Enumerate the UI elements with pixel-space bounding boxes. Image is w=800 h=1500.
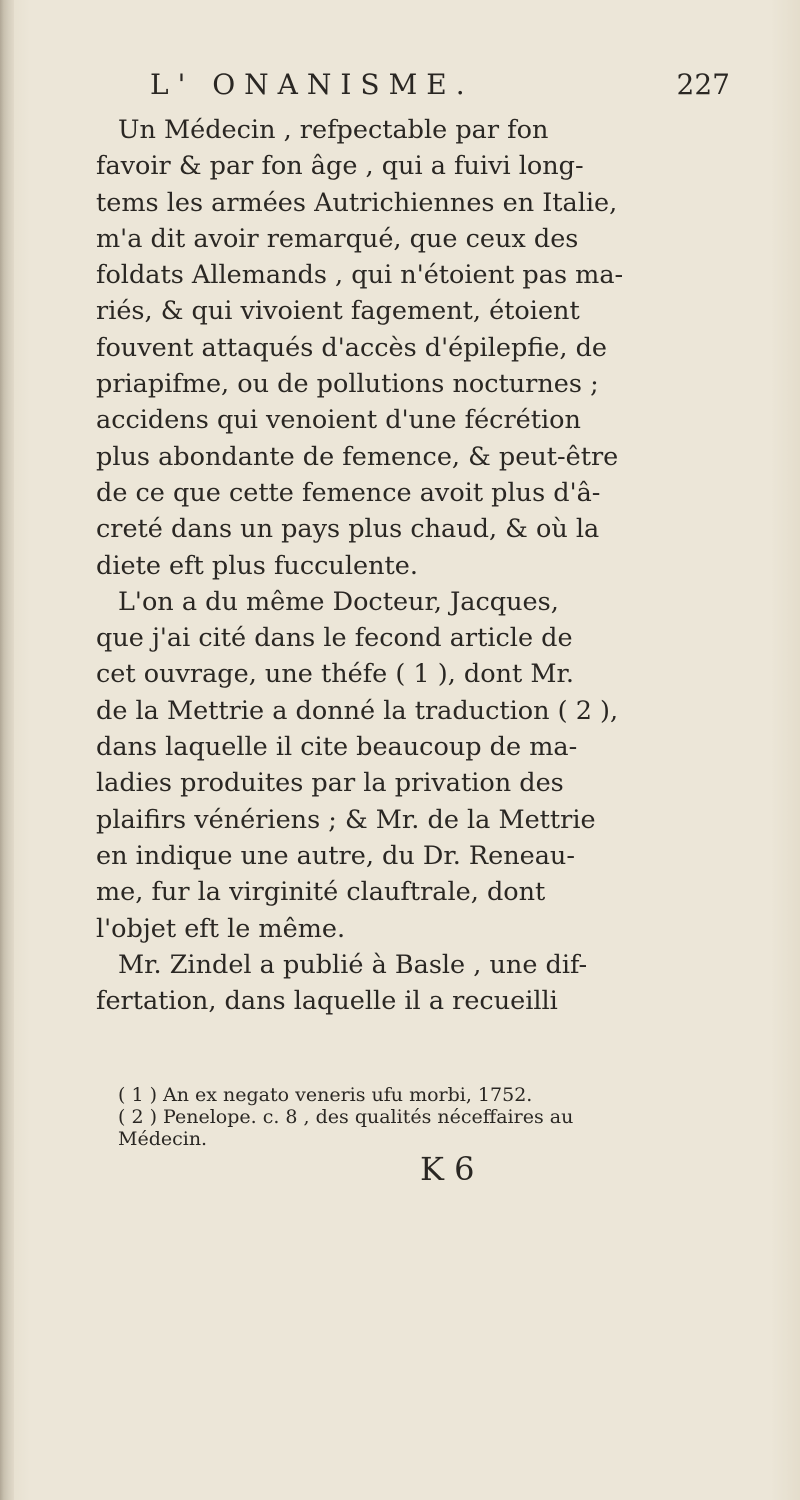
footnote-line: Médecin.	[118, 1128, 208, 1150]
text-line: tems les armées Autrichiennes en Italie,	[96, 187, 618, 218]
text-line: favoir & par fon âge , qui a fuivi long-	[96, 151, 584, 182]
text-line: dans laquelle il cite beaucoup de ma-	[96, 732, 578, 763]
text-line: l'objet eft le même.	[96, 913, 346, 944]
text-line: L'on a du même Docteur, Jacques,	[118, 586, 559, 617]
text-line: me, fur la virginité clauftrale, dont	[96, 877, 546, 908]
text-line: priapifme, ou de pollutions nocturnes ;	[96, 369, 599, 400]
text-line: cet ouvrage, une théfe ( 1 ), dont Mr.	[96, 659, 574, 690]
footnote-line: ( 1 ) An ex negato veneris ufu morbi, 1752.	[118, 1084, 533, 1106]
signature-mark: K 6	[420, 1150, 475, 1188]
page-header	[150, 68, 730, 104]
text-line: foldats Allemands , qui n'étoient pas ma-	[96, 260, 624, 291]
text-line: creté dans un pays plus chaud, & où la	[96, 514, 600, 545]
binding-gutter	[0, 0, 14, 1500]
text-line: accidens qui venoient d'une fécrétion	[96, 405, 581, 436]
footnotes	[118, 1084, 758, 1150]
footnote-line: ( 2 ) Penelope. c. 8 , des qualités néceffaires au	[118, 1106, 574, 1128]
text-line: de ce que cette femence avoit plus d'â-	[96, 477, 601, 508]
page-number: 227	[676, 68, 730, 101]
text-line: plaifirs vénériens ; & Mr. de la Mettrie	[96, 804, 596, 835]
text-line: en indique une autre, du Dr. Reneau-	[96, 840, 575, 871]
text-line: fouvent attaqués d'accès d'épilepfie, de	[96, 332, 607, 363]
text-line: fertation, dans laquelle il a recueilli	[96, 986, 558, 1017]
text-line: m'a dit avoir remarqué, que ceux des	[96, 223, 579, 254]
text-line: diete eft plus fucculente.	[96, 550, 418, 581]
text-line: Un Médecin , refpectable par fon	[118, 115, 549, 145]
text-line: que j'ai cité dans le fecond article de	[96, 623, 573, 654]
text-line: Mr. Zindel a publié à Basle , une dif-	[118, 949, 588, 980]
text-line: de la Mettrie a donné la traduction ( 2 ),	[96, 695, 619, 726]
running-head: L' ONANISME.	[150, 68, 474, 101]
text-line: riés, & qui vivoient fagement, étoient	[96, 296, 580, 327]
body-text	[96, 112, 736, 1019]
text-line: ladies produites par la privation des	[96, 768, 564, 799]
text-line: plus abondante de femence, & peut-être	[96, 441, 619, 472]
